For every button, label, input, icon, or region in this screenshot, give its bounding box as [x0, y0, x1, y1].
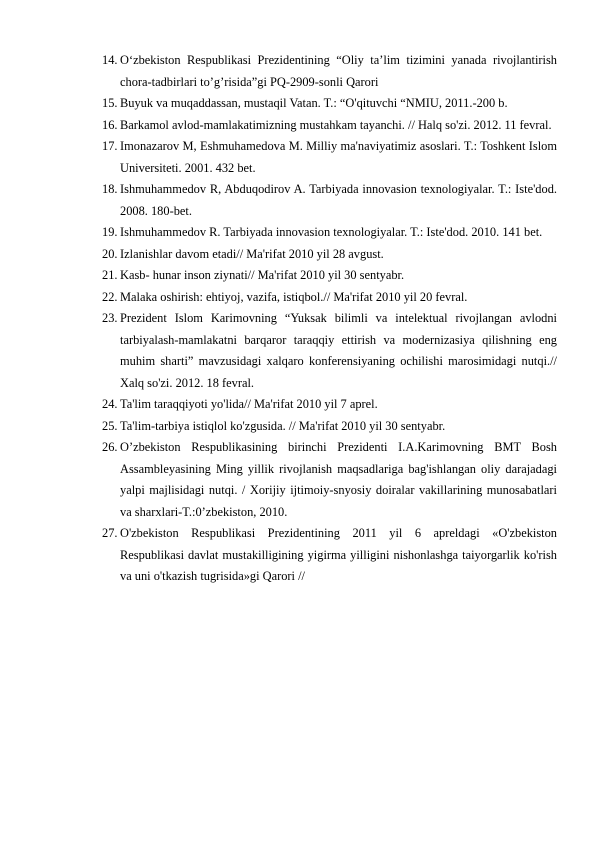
reference-number: 27. — [102, 526, 118, 540]
reference-item — [102, 416, 557, 438]
reference-item — [102, 287, 557, 309]
reference-text: Barkamol avlod-mamlakatimizning mustahkam tayanchi. // Halq so'zi. 2012. 11 fevral. — [120, 117, 552, 132]
reference-number: 18. — [102, 182, 118, 196]
reference-text: Imonazarov M, Eshmuhamedova M. Milliy ma'naviyatimiz asoslari. T.: Toshkent Islom Universiteti. 2001. 432 bet. — [120, 139, 557, 175]
reference-text: Izlanishlar davom etadi// Ma'rifat 2010 yil 28 avgust. — [120, 246, 384, 261]
reference-list — [102, 50, 557, 588]
reference-text: Prezident Islom Karimovning “Yuksak bilimli va intelektual rivojlangan avlodni tarbiyalash-mamlakatni barqaror taraqqiy ettirish va modernizasiya qilishning eng muhim sharti” mavzusidagi xalqaro konferensiyaning ochilishi marosimidagi nutqi.// Xalq so'zi. 2012. 18 fevral. — [120, 311, 557, 390]
reference-item — [102, 244, 557, 266]
reference-text: O’zbekiston Respublikasining birinchi Prezidenti I.A.Karimovning BMT Bosh Assambleyasining Ming yillik rivojlanish maqsadlariga bag'ishlangan oliy darajadagi yalpi majlisidagi nutqi. / Xorijiy ijtimoiy-snyosiy doiralar vakillarining munosabatlari va sharxlari-T.:0’zbekiston, 2010. — [120, 440, 557, 519]
reference-number: 17. — [102, 139, 118, 153]
reference-item — [102, 136, 557, 179]
reference-item — [102, 115, 557, 137]
reference-item — [102, 523, 557, 588]
reference-item — [102, 222, 557, 244]
reference-item — [102, 308, 557, 394]
reference-item — [102, 93, 557, 115]
reference-number: 21. — [102, 268, 118, 282]
reference-text: Ishmuhammedov R. Tarbiyada innovasion texnologiyalar. T.: Iste'dod. 2010. 141 bet. — [120, 225, 543, 239]
reference-text: Buyuk va muqaddassan, mustaqil Vatan. T.: “O'qituvchi “NMIU, 2011.-200 b. — [120, 96, 508, 110]
reference-number: 14. — [102, 53, 118, 67]
reference-number: 16. — [102, 117, 118, 132]
reference-item — [102, 179, 557, 222]
reference-number: 26. — [102, 440, 118, 454]
reference-number: 15. — [102, 96, 118, 110]
reference-text: Malaka oshirish: ehtiyoj, vazifa, istiqbol.// Ma'rifat 2010 yil 20 fevral. — [120, 289, 468, 304]
reference-text: O‘zbekiston Respublikasi Prezidentining “Oliy ta’lim tizimini yanada rivojlantirish chora-tadbirlari to’g’risida”gi PQ-2909-sonli Qarori — [120, 53, 557, 89]
reference-number: 23. — [102, 311, 118, 325]
reference-text: Ishmuhammedov R, Abduqodirov A. Tarbiyada innovasion texnologiyalar. T.: Iste'dod. 2008. 180-bet. — [120, 182, 557, 218]
reference-text: Ta'lim-tarbiya istiqlol ko'zgusida. // Ma'rifat 2010 yil 30 sentyabr. — [120, 418, 446, 433]
reference-number: 24. — [102, 397, 118, 411]
reference-number: 19. — [102, 225, 118, 239]
reference-item — [102, 50, 557, 93]
reference-number: 25. — [102, 418, 118, 433]
reference-number: 22. — [102, 289, 118, 304]
reference-item — [102, 437, 557, 523]
reference-item — [102, 265, 557, 287]
reference-text: O'zbekiston Respublikasi Prezidentining 2011 yil 6 apreldagi «O'zbekiston Respublikasi davlat mustakilligining yigirma yilligini nishonlashga taiyorgarlik ko'rish va uni o'tkazish tugrisida»gi Qarori // — [120, 526, 557, 583]
reference-number: 20. — [102, 246, 118, 261]
reference-item — [102, 394, 557, 416]
reference-text: Kasb- hunar inson ziynati// Ma'rifat 2010 yil 30 sentyabr. — [120, 268, 405, 282]
reference-text: Ta'lim taraqqiyoti yo'lida// Ma'rifat 2010 yil 7 aprel. — [120, 397, 378, 411]
